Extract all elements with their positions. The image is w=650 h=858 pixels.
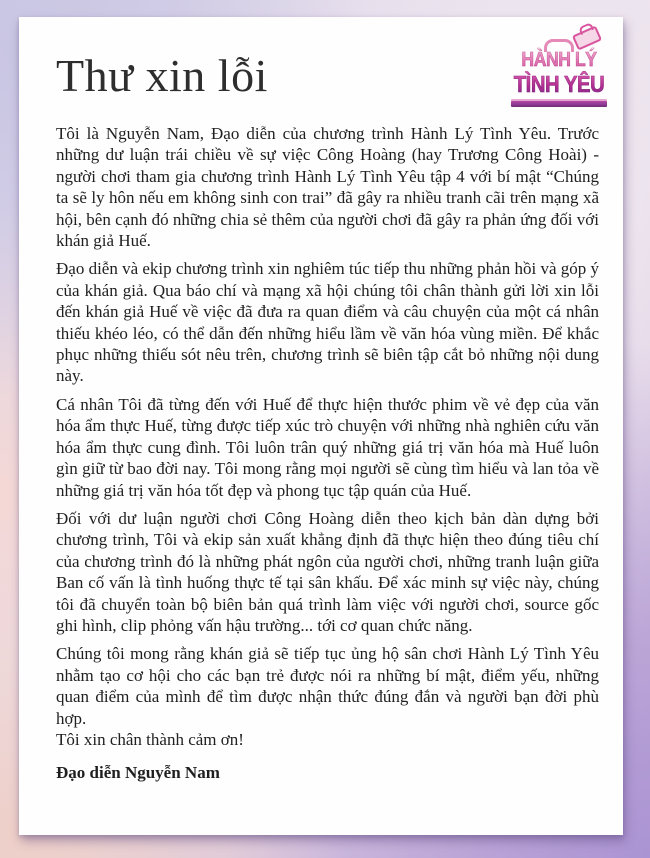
letter-title: Thư xin lỗi	[56, 50, 268, 101]
logo-text-line1: HÀNH LÝ	[512, 49, 605, 72]
logo-text-line2: TÌNH YÊU	[513, 71, 605, 97]
signature: Đạo diễn Nguyễn Nam	[56, 763, 220, 783]
show-logo	[506, 28, 612, 107]
letter-paragraph-5: Chúng tôi mong rằng khán giả sẽ tiếp tục ủng hộ sân chơi Hành Lý Tình Yêu nhằm tạo cơ hội cho các bạn trẻ được nói ra những bí mật, điểm yếu, những quan điểm của mình để tìm được nhận thức đúng đắn và người bạn đời phù hợp.	[56, 644, 599, 728]
letter-paragraph-1: Tôi là Nguyễn Nam, Đạo diễn của chương trình Hành Lý Tình Yêu. Trước những dư luận trái chiều về sự việc Công Hoàng (hay Trương Công Hoài) - người chơi tham gia chương trình Hành Lý Tình Yêu tập 4 với bí mật “Chúng ta sẽ ly hôn nếu em không sinh con trai” đã gây ra nhiều tranh cãi trên mạng xã hội, bên cạnh đó những chia sẻ thêm của người chơi đã gây ra phản ứng đối với khán giả Huế.	[56, 124, 599, 251]
suitcase-tag-icon	[572, 25, 602, 50]
letter-paragraph-2: Đạo diễn và ekip chương trình xin nghiêm túc tiếp thu những phản hồi và góp ý của khán giả. Qua báo chí và mạng xã hội chúng tôi chân thành gửi lời xin lỗi đến khán giả Huế về việc đã đưa ra quan điểm và câu chuyện của một cá nhân thiếu khéo léo, có thể dẫn đến những hiểu lầm về văn hóa vùng miền. Để khắc phục những thiếu sót nêu trên, chương trình sẽ biên tập cắt bỏ những nội dung này.	[56, 259, 599, 386]
logo-base-bar	[511, 101, 607, 107]
letter-sheet	[19, 17, 623, 835]
letter-paragraph-4: Đối với dư luận người chơi Công Hoàng diễn theo kịch bản dàn dựng bởi chương trình, Tôi và ekip sản xuất khẳng định đã thực hiện theo đúng tiêu chí của chương trình đó là những phát ngôn của người chơi, những tranh luận giữa Ban cố vấn là tình huống thực tế tại sân khấu. Để xác minh sự việc này, chúng tôi đã chuyển toàn bộ biên bản quá trình làm việc với người chơi, source gốc ghi hình, clip phỏng vấn hậu trường... tới cơ quan chức năng.	[56, 508, 599, 635]
letter-header	[56, 17, 605, 123]
closing-line: Tôi xin chân thành cảm ơn!	[56, 729, 244, 749]
letter-body	[56, 123, 599, 784]
letter-paragraph-3: Cá nhân Tôi đã từng đến với Huế để thực hiện thước phim về vẻ đẹp của văn hóa ẩm thực Huế, từng được tiếp xúc trò chuyện với những nhà nghiên cứu văn hóa ẩm thực cung đình. Tôi luôn trân quý những giá trị văn hóa mà Huế luôn gìn giữ từ bao đời nay. Tôi mong rằng mọi người sẽ cùng tìm hiểu và lan tỏa về những giá trị văn hóa tốt đẹp và phong tục tập quán của Huế.	[56, 394, 599, 500]
